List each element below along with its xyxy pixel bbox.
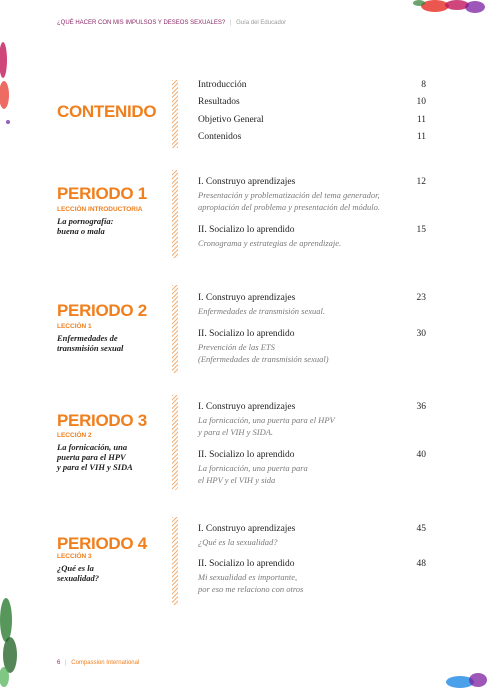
page-number: 6 xyxy=(57,660,61,666)
toc-entry-description xyxy=(198,571,434,595)
toc-entry-page: 40 xyxy=(416,450,426,460)
period-lesson: LECCIÓN 2 xyxy=(57,432,92,439)
watercolor-splash-left-edge xyxy=(0,40,12,130)
toc-item-label: Introducción xyxy=(198,80,247,90)
description-line: Cronograma y estrategias de aprendizaje. xyxy=(198,238,342,248)
toc-entry[interactable] xyxy=(198,523,426,535)
header-subtitle: Guía del Educador xyxy=(236,20,287,26)
description-line: Enfermedades de transmisión sexual. xyxy=(198,306,326,316)
description-line: por eso me relaciono con otros xyxy=(198,584,304,594)
toc-entry-description xyxy=(198,414,434,438)
toc-item-page: 10 xyxy=(416,97,426,107)
section-divider xyxy=(172,395,178,490)
toc-entry-page: 12 xyxy=(416,177,426,187)
section-divider xyxy=(172,80,178,148)
period-subtitle xyxy=(57,563,99,583)
toc-entry[interactable] xyxy=(198,292,426,304)
toc-entry[interactable] xyxy=(198,328,426,340)
header-separator: | xyxy=(229,20,232,26)
period-subtitle xyxy=(57,216,113,236)
toc-entry-description xyxy=(198,189,434,213)
toc-entry-label: II. Socializo lo aprendido xyxy=(198,225,295,235)
period-subtitle-line: y para el VIH y SIDA xyxy=(57,462,133,472)
toc-entry-label: II. Socializo lo aprendido xyxy=(198,450,295,460)
toc-entry-description xyxy=(198,341,434,365)
period-subtitle xyxy=(57,442,133,472)
toc-item[interactable] xyxy=(198,96,426,108)
toc-item[interactable] xyxy=(198,114,426,126)
toc-item[interactable] xyxy=(198,79,426,91)
period-lesson: LECCIÓN 1 xyxy=(57,323,92,330)
toc-entry-description xyxy=(198,536,434,548)
section-divider xyxy=(172,170,178,258)
toc-entry-page: 30 xyxy=(416,329,426,339)
toc-item-label: Objetivo General xyxy=(198,115,264,125)
period-title: PERIODO 2 xyxy=(57,301,147,320)
description-line: y para el VIH y SIDA. xyxy=(198,427,274,437)
description-line: Presentación y problematización del tema generador, xyxy=(198,190,380,200)
period-title: PERIODO 1 xyxy=(57,184,147,203)
period-lesson: LECCIÓN INTRODUCTORIA xyxy=(57,206,143,213)
toc-entry-label: II. Socializo lo aprendido xyxy=(198,559,295,569)
period-title: PERIODO 4 xyxy=(57,534,147,553)
period-subtitle-line: ¿Qué es la xyxy=(57,563,94,573)
footer-brand: Compassion International xyxy=(71,660,140,666)
period-subtitle-line: buena o mala xyxy=(57,226,105,236)
page-footer xyxy=(57,660,139,666)
toc-item[interactable] xyxy=(198,131,426,143)
toc-entry-page: 15 xyxy=(416,225,426,235)
watercolor-splash-bottom-left xyxy=(0,595,18,688)
toc-item-page: 11 xyxy=(416,115,426,125)
toc-entry-description xyxy=(198,462,434,486)
toc-entry[interactable] xyxy=(198,401,426,413)
description-line: Prevención de las ETS xyxy=(198,342,275,352)
toc-item-page: 8 xyxy=(421,80,426,90)
description-line: el HPV y el VIH y sida xyxy=(198,475,276,485)
section-divider xyxy=(172,285,178,373)
toc-entry-label: II. Socializo lo aprendido xyxy=(198,329,295,339)
watercolor-splash-bottom-right xyxy=(440,670,487,688)
page-header xyxy=(57,20,286,26)
description-line: La fornicación, una puerta para xyxy=(198,463,308,473)
period-subtitle-line: puerta para el HPV xyxy=(57,452,126,462)
toc-entry[interactable] xyxy=(198,224,426,236)
description-line: apropiación del problema y presentación del módulo. xyxy=(198,202,381,212)
period-subtitle-line: transmisión sexual xyxy=(57,343,124,353)
toc-item-label: Resultados xyxy=(198,97,240,107)
toc-entry-label: I. Construyo aprendizajes xyxy=(198,402,296,412)
toc-entry-page: 36 xyxy=(416,402,426,412)
toc-item-page: 11 xyxy=(416,132,426,142)
toc-entry-page: 23 xyxy=(416,293,426,303)
footer-separator: | xyxy=(65,660,67,666)
toc-entry[interactable] xyxy=(198,558,426,570)
description-line: La fornicación, una puerta para el HPV xyxy=(198,415,335,425)
toc-entry-label: I. Construyo aprendizajes xyxy=(198,524,296,534)
period-subtitle-line: Enfermedades de xyxy=(57,333,118,343)
toc-entry-label: I. Construyo aprendizajes xyxy=(198,177,296,187)
toc-entry-page: 45 xyxy=(416,524,426,534)
period-lesson: LECCIÓN 3 xyxy=(57,553,92,560)
period-subtitle xyxy=(57,333,123,353)
description-line: ¿Qué es la sexualidad? xyxy=(198,537,278,547)
toc-entry-page: 48 xyxy=(416,559,426,569)
period-subtitle-line: La pornografía: xyxy=(57,216,114,226)
toc-entry[interactable] xyxy=(198,176,426,188)
period-title: PERIODO 3 xyxy=(57,411,147,430)
header-title: ¿QUÉ HACER CON MIS IMPULSOS Y DESEOS SEXUALES? xyxy=(57,20,226,26)
toc-item-label: Contenidos xyxy=(198,132,242,142)
description-line: (Enfermedades de transmisión sexual) xyxy=(198,354,329,364)
watercolor-splash-top-right xyxy=(405,0,487,20)
description-line: Mi sexualidad es importante, xyxy=(198,572,298,582)
period-subtitle-line: sexualidad? xyxy=(57,573,100,583)
contenido-title: CONTENIDO xyxy=(57,102,157,121)
section-divider xyxy=(172,517,178,605)
toc-entry-description xyxy=(198,305,434,317)
toc-entry-label: I. Construyo aprendizajes xyxy=(198,293,296,303)
period-subtitle-line: La fornicación, una xyxy=(57,442,128,452)
toc-entry-description xyxy=(198,237,434,249)
toc-entry[interactable] xyxy=(198,449,426,461)
